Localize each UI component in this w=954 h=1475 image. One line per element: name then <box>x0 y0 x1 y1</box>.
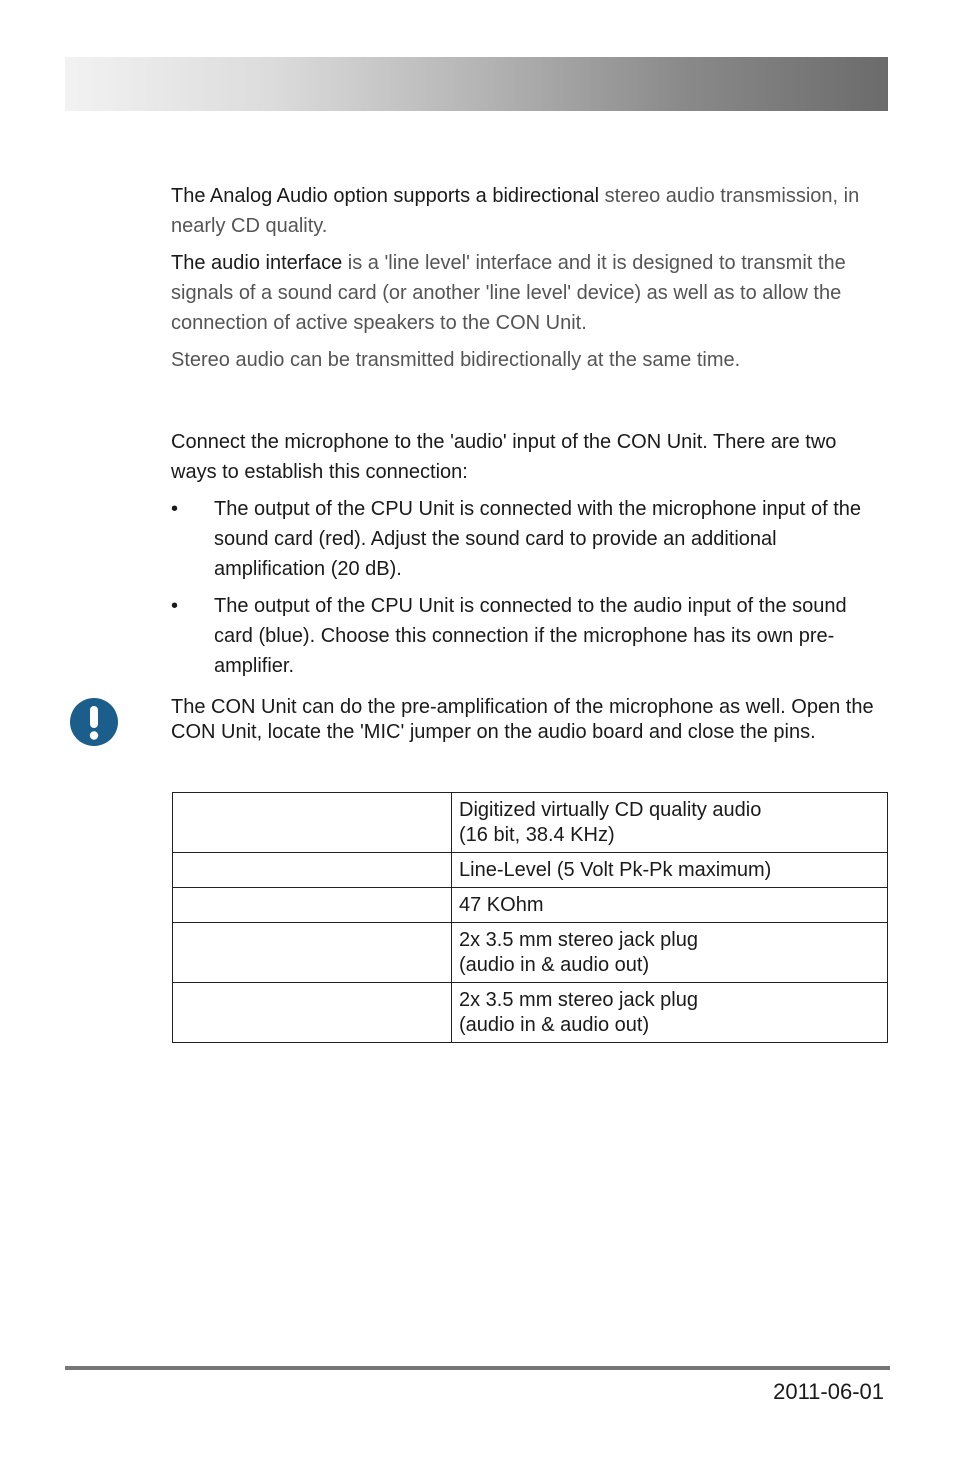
bullet-text: The output of the CPU Unit is connected to the audio input of the sound card (blue). Choose this connection if the microphone has its own pre-amplifier. <box>214 595 847 677</box>
list-item <box>171 494 886 584</box>
microphone-intro: Connect the microphone to the 'audio' input of the CON Unit. There are two ways to establish this connection: <box>171 431 837 483</box>
intro-p2-soft: is a 'line level' interface and it is designed to transmit the signals of a sound card (or another 'line level' device) as well as to allow the connection of active speakers to the CON Unit. <box>171 252 846 334</box>
value-line: (audio in & audio out) <box>459 954 650 976</box>
microphone-bullet-list <box>171 494 886 688</box>
table-cell-key <box>173 923 452 983</box>
table-cell-value <box>452 983 888 1043</box>
intro-p1-soft: stereo audio transmission, in nearly CD quality. <box>171 185 860 237</box>
table-cell-value <box>452 923 888 983</box>
bullet-dot: • <box>171 595 179 617</box>
intro-p2-a: The <box>171 252 212 274</box>
intro-p1-strong: The Analog Audio option supports a bidirectional <box>171 185 600 207</box>
value-line: 2x 3.5 mm stereo jack plug <box>459 989 698 1011</box>
footer-rule <box>65 1366 890 1370</box>
bullet-dot: • <box>171 498 179 520</box>
table-cell-key <box>173 793 452 853</box>
table-cell-value <box>452 888 888 923</box>
value-line: Digitized virtually CD quality audio <box>459 799 762 821</box>
table-cell-value <box>452 793 888 853</box>
table-cell-value <box>452 853 888 888</box>
value-line: 2x 3.5 mm stereo jack plug <box>459 929 698 951</box>
intro-paragraph-3: Stereo audio can be transmitted bidirectionally at the same time. <box>171 349 741 371</box>
spec-table <box>172 792 888 1043</box>
bullet-text: The output of the CPU Unit is connected with the microphone input of the sound card (red). Adjust the sound card to provide an additional amplification (20 dB). <box>214 498 862 580</box>
intro-paragraph-1 <box>171 181 886 241</box>
table-row <box>173 923 888 983</box>
value-line: (audio in & audio out) <box>459 1014 650 1036</box>
value-line: (16 bit, 38.4 KHz) <box>459 824 615 846</box>
list-item <box>171 591 886 681</box>
notice-text: The CON Unit can do the pre-amplification of the microphone as well. Open the CON Unit, locate the 'MIC' jumper on the audio board and close the pins. <box>171 696 874 743</box>
table-cell-key <box>173 853 452 888</box>
intro-paragraph-2 <box>171 248 886 338</box>
table-row <box>173 793 888 853</box>
table-row <box>173 888 888 923</box>
footer-date: 2011-06-01 <box>773 1379 884 1404</box>
table-row <box>173 983 888 1043</box>
table-cell-key <box>173 983 452 1043</box>
table-row <box>173 853 888 888</box>
table-cell-key <box>173 888 452 923</box>
exclamation-icon <box>70 698 118 746</box>
value-line: 47 KOhm <box>459 894 544 916</box>
header-bar <box>65 57 888 111</box>
value-line: Line-Level (5 Volt Pk-Pk maximum) <box>459 859 772 881</box>
intro-p2-strong: audio interface <box>211 252 343 274</box>
